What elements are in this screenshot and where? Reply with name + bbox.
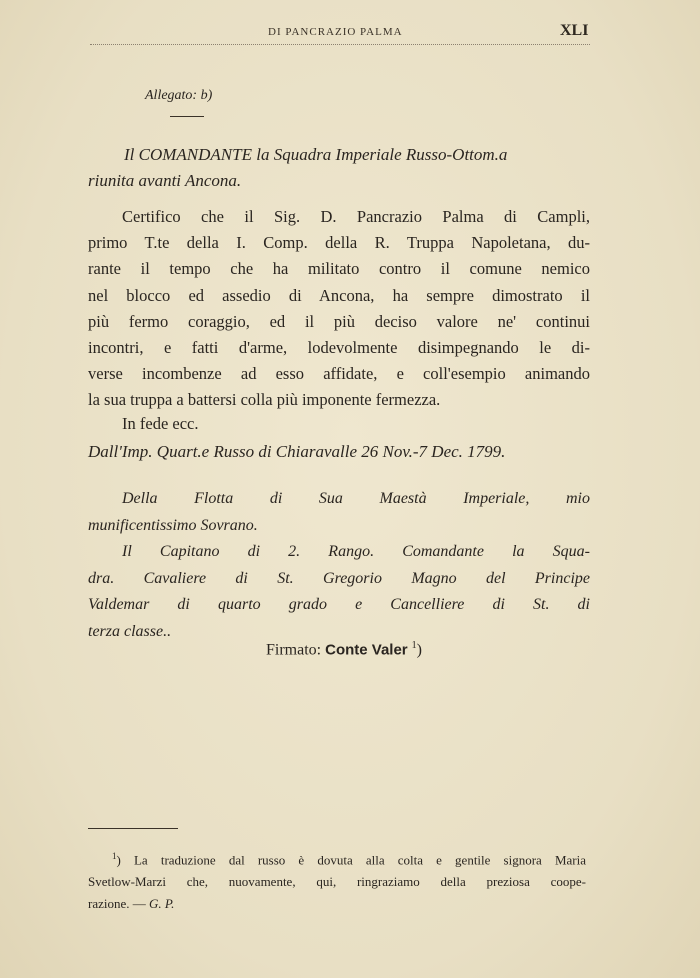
signature-block	[88, 486, 590, 645]
body-line: nel blocco ed assedio di Ancona, ha sempre dimostrato il	[88, 285, 590, 305]
signature-line: Il Capitano di 2. Rango. Comandante la Squa-	[122, 543, 590, 560]
running-head: DI PANCRAZIO PALMA	[268, 26, 403, 38]
footnote-line	[88, 893, 586, 915]
signatory-name: Conte Valer	[325, 641, 408, 659]
footnote-line	[88, 845, 586, 871]
signature-line: Valdemar di quarto grado e Cancelliere di St. di	[88, 596, 590, 613]
annex-label: Allegato: b)	[145, 88, 213, 103]
footnote	[88, 845, 586, 915]
footnote-marker-close: )	[116, 852, 121, 868]
signature-line: terza classe..	[88, 622, 172, 640]
body-line: Certifico che il Sig. D. Pancrazio Palma di Campli,	[122, 207, 590, 226]
page-number: XLI	[560, 22, 589, 39]
footnote-text: La traduzione dal russo è dovuta alla colta e gentile signora Maria	[133, 852, 586, 868]
signed-label: Firmato:	[266, 641, 322, 659]
annex-rule	[170, 116, 204, 117]
footnote-reference: 1	[411, 640, 417, 651]
in-fede-line: In fede ecc.	[122, 414, 199, 433]
heading-line: riunita avanti Ancona.	[88, 171, 242, 190]
signature-line: dra. Cavaliere di St. Gregorio Magno del Principe	[88, 569, 590, 587]
signature-line: munificentissimo Sovrano.	[88, 516, 258, 534]
certificate-body	[88, 204, 590, 414]
footnote-reference-close: )	[416, 641, 422, 659]
header-rule	[90, 44, 590, 45]
body-line: rante il tempo che ha militato contro il comune nemico	[88, 259, 590, 279]
signed-line	[266, 640, 422, 659]
heading-line: Il COMANDANTE la Squadra Imperiale Russo-Ottom.a	[124, 145, 508, 164]
footnote-text: razione. —	[88, 896, 150, 912]
body-line: incontri, e fatti d'arme, lodevolmente disimpegnando le di-	[88, 338, 590, 358]
footnote-rule	[88, 828, 178, 829]
body-line: la sua truppa a battersi colla più imponente fermezza.	[88, 390, 441, 410]
footnote-line: Svetlow-Marzi che, nuovamente, qui, ringraziamo della preziosa coope-	[88, 874, 586, 890]
footnote-initials: G. P.	[149, 896, 175, 912]
body-line: verse incombenze ad esso affidate, e coll'esempio animando	[88, 364, 590, 384]
signature-line: Della Flotta di Sua Maestà Imperiale, mio	[122, 490, 590, 507]
footnote-marker: 1	[112, 851, 117, 861]
body-line: primo T.te della I. Comp. della R. Truppa Napoletana, du-	[88, 233, 590, 253]
body-line: più fermo coraggio, ed il più deciso valore ne' continui	[88, 311, 590, 331]
dateline: Dall'Imp. Quart.e Russo di Chiaravalle 26 Nov.-7 Dec. 1799.	[88, 442, 506, 461]
document-heading	[88, 142, 598, 194]
